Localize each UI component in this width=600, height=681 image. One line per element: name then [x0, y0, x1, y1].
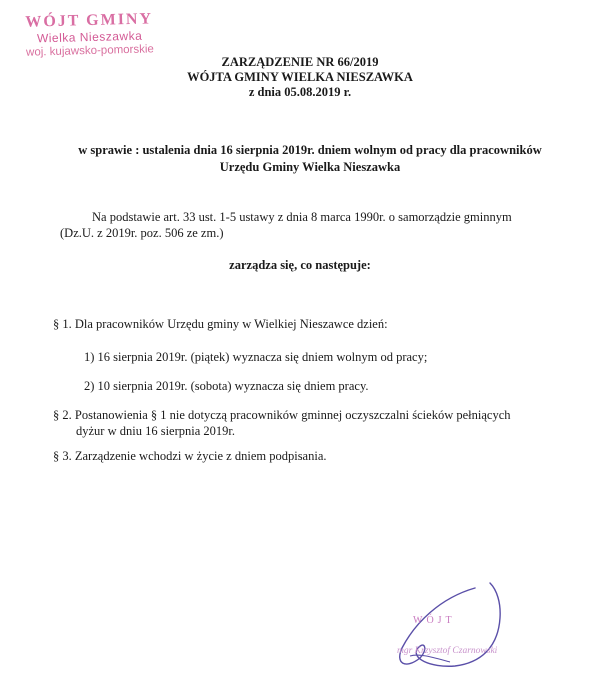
stamp-title: WÓJT GMINY — [25, 10, 154, 31]
legal-basis-line-1: Na podstawie art. 33 ust. 1-5 ustawy z dnia 8 marca 1990r. o samorządzie gminnym — [92, 210, 512, 224]
subject-line-1: w sprawie : ustalenia dnia 16 sierpnia 2019r. dniem wolnym od pracy dla pracowników — [78, 143, 542, 157]
section-3: § 3. Zarządzenie wchodzi w życie z dniem podpisania. — [53, 449, 327, 463]
section-1-item-1: 1) 16 sierpnia 2019r. (piątek) wyznacza się dniem wolnym od pracy; — [84, 350, 428, 364]
decree-phrase: zarządza się, co następuje: — [229, 258, 371, 272]
handwritten-signature — [380, 578, 570, 678]
signature-title: WÓJT — [413, 615, 456, 626]
official-stamp — [14, 10, 165, 60]
document-subject — [40, 142, 580, 176]
stamp-voivodeship: woj. kujawsko-pomorskie — [25, 43, 155, 59]
section-2-line-2: dyżur w dniu 16 sierpnia 2019r. — [76, 424, 236, 438]
legal-basis-line-2: (Dz.U. z 2019r. poz. 506 ze zm.) — [60, 226, 224, 240]
section-1-item-2: 2) 10 sierpnia 2019r. (sobota) wyznacza się dniem pracy. — [84, 379, 369, 393]
section-1: § 1. Dla pracowników Urzędu gminy w Wielkiej Nieszawce dzień: — [53, 317, 388, 331]
signature-name: mgr Krzysztof Czarnowski — [397, 646, 498, 656]
document-date: z dnia 05.08.2019 r. — [248, 85, 352, 99]
stamp-municipality: Wielka Nieszawka — [36, 28, 143, 46]
subject-line-2: Urzędu Gminy Wielka Nieszawka — [219, 160, 401, 174]
section-2-line-1: § 2. Postanowienia § 1 nie dotyczą pracowników gminnej oczyszczalni ścieków pełniących — [53, 408, 511, 422]
document-title: ZARZĄDZENIE NR 66/2019 — [221, 55, 379, 69]
document-issuer: WÓJTA GMINY WIELKA NIESZAWKA — [187, 70, 413, 84]
